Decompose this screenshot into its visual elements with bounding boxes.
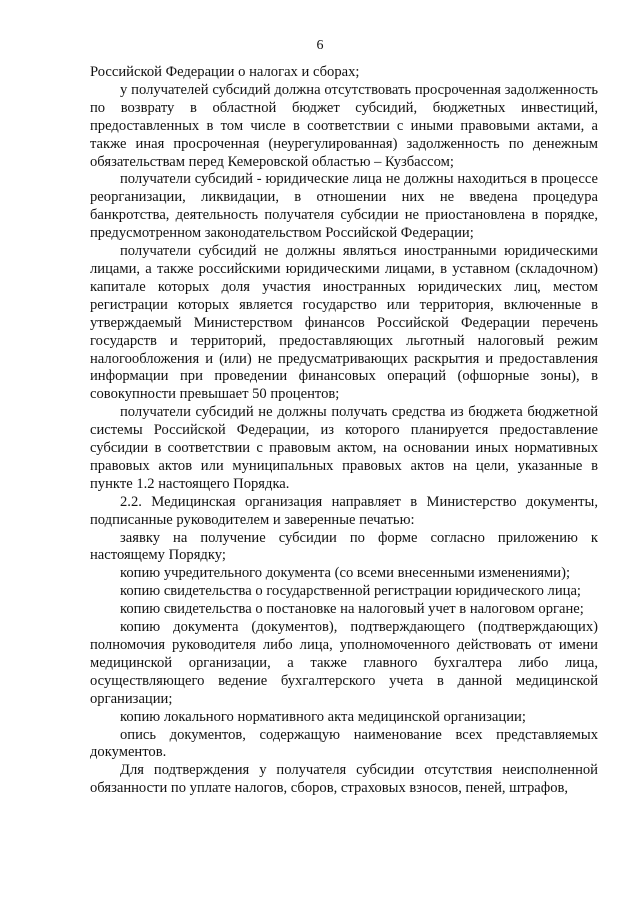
paragraph-tax-law-continuation: Российской Федерации о налогах и сборах; (90, 64, 360, 80)
page-number: 6 (316, 38, 324, 53)
document-body (90, 64, 598, 798)
paragraph-no-other-budget-funds: получатели субсидий не должны получать средства из бюджета бюджетной системы Российской Федерации, из которого планируется предоставление субсидии в соответствии с правовым актом, на основании иных нормативных правовых актов или муниципальных правовых актов на цели, указанные в пункте 1.2 настоящего Порядка. (90, 404, 598, 492)
paragraph-authority-documents: копию документа (документов), подтверждающего (подтверждающих) полномочия руководителя либо лица, уполномоченного действовать от имени медицинской организации, а также главного бухгалтера либо лица, осуществляющего ведение бухгалтерского учета в данной медицинской организации; (90, 619, 598, 707)
paragraph-subsidy-application: заявку на получение субсидии по форме согласно приложению к настоящему Порядку; (90, 529, 598, 564)
paragraph-charter-copy: копию учредительного документа (со всеми внесенными изменениями); (120, 565, 571, 582)
paragraph-tax-obligation-confirmation: Для подтверждения у получателя субсидии отсутствия неисполненной обязанности по уплате налогов, сборов, страховых взносов, пеней, штрафов, (90, 762, 598, 797)
paragraph-local-normative-act: копию локального нормативного акта медицинской организации; (120, 708, 526, 725)
paragraph-no-overdue-debt: у получателей субсидий должна отсутствовать просроченная задолженность по возврату в областной бюджет субсидий, бюджетных инвестиций, предоставленных в том числе в соответствии с иными правовыми актами, а также иная просроченная (неурегулированная) задолженность по денежным обязательствам перед Кемеровской областью – Кузбассом; (90, 81, 598, 170)
paragraph-document-inventory: опись документов, содержащую наименование всех представляемых документов. (90, 726, 598, 761)
paragraph-registration-certificate: копию свидетельства о государственной регистрации юридического лица; (120, 583, 581, 600)
paragraph-no-reorganization: получатели субсидий - юридические лица не должны находиться в процессе реорганизации, ликвидации, в отношении них не введена процедура банкротства, деятельность получателя субсидии не приостановлена в порядке, предусмотренном законодательством Российской Федерации; (90, 171, 598, 242)
paragraph-no-foreign-entities: получатели субсидий не должны являться иностранными юридическими лицами, а также российскими юридическими лицами, в уставном (складочном) капитале которых доля участия иностранных юридических лиц, местом регистрации которых является государство или территория, включенные в утверждаемый Министерством финансов Российской Федерации перечень государств и территорий, предоставляющих льготный налоговый режим налогообложения и (или) не предусматривающих раскрытия и предоставления информации при проведении финансовых операций (офшорные зоны), в совокупности превышает 50 процентов; (90, 243, 598, 403)
paragraph-section-2-2: 2.2. Медицинская организация направляет в Министерство документы, подписанные руководителем и заверенные печатью: (90, 493, 598, 528)
paragraph-tax-registration-certificate: копию свидетельства о постановке на налоговый учет в налоговом органе; (120, 601, 584, 618)
